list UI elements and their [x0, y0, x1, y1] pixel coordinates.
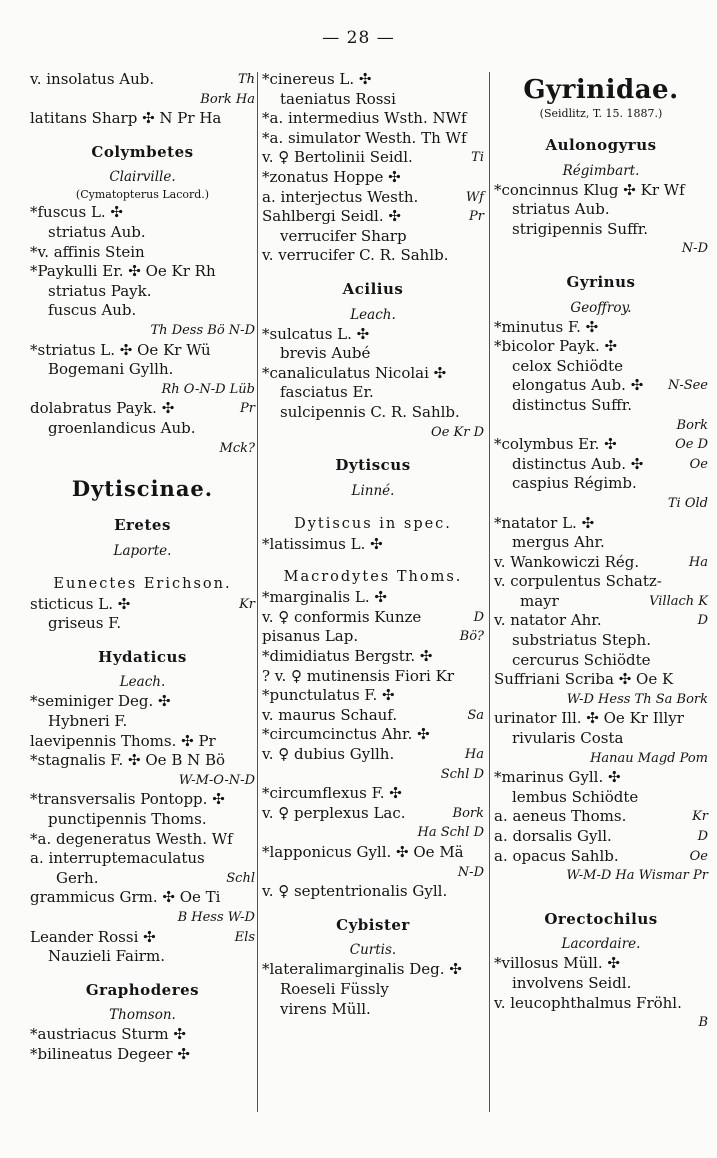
column-right	[494, 70, 708, 1033]
column-rule-right	[489, 72, 490, 1112]
entry-locality: Ti	[471, 150, 484, 166]
entry-locality: Oe	[689, 848, 708, 864]
entry-line	[30, 712, 255, 732]
entry-text: *circumflexus F. ✣	[262, 784, 402, 803]
entry-locality: Ha	[688, 554, 708, 570]
genus-author: Leach.	[119, 674, 166, 691]
entry-text: urinator Ill. ✣ Oe Kr Illyr	[494, 709, 684, 728]
entry-text: Sahlbergi Seidl. ✣	[262, 207, 401, 226]
entry-text: *colymbus Er. ✣	[494, 435, 617, 454]
entry-line	[30, 595, 255, 615]
entry-line	[494, 318, 708, 338]
entry-line	[262, 686, 484, 706]
entry-line	[30, 928, 255, 948]
entry-line	[30, 203, 255, 223]
entry-line	[494, 200, 708, 220]
genus-author: Leach.	[350, 306, 396, 323]
entry-text: *sulcatus L. ✣	[262, 324, 370, 343]
entry-text: *circumcinctus Ahr. ✣	[262, 725, 430, 744]
entry-line	[262, 90, 484, 110]
entry-line	[262, 207, 484, 227]
entry-locality: Th Dess Bö N-D	[150, 322, 255, 338]
entry-line	[494, 651, 708, 671]
entry-text: involvens Seidl.	[512, 973, 632, 992]
entry-locality: Pr	[240, 401, 255, 417]
entry-text: striatus Aub.	[512, 200, 610, 219]
entry-text: *fuscus L. ✣	[30, 203, 124, 222]
entry-text: *a. simulator Westh. Th Wf	[262, 128, 467, 147]
entry-locality: Oe Kr D	[431, 424, 484, 440]
entry-text: *minutus F. ✣	[494, 317, 599, 336]
entry-text: sticticus L. ✣	[30, 594, 131, 613]
entry-locality: Mck?	[219, 440, 255, 456]
entry-line	[262, 882, 484, 902]
entry-line	[30, 1025, 255, 1045]
entry-line	[262, 784, 484, 804]
entry-line	[494, 827, 708, 847]
entry-line	[30, 908, 255, 928]
entry-text: distinctus Suffr.	[512, 395, 633, 414]
genus-heading: Colymbetes	[91, 142, 194, 161]
entry-text: v. ♀ conformis Kunze	[262, 607, 422, 626]
entry-text: *canaliculatus Nicolai ✣	[262, 363, 447, 382]
entry-line	[494, 416, 708, 436]
entry-locality: N-See	[667, 378, 708, 394]
entry-line	[262, 863, 484, 883]
entry-text: v. ♀ Bertolinii Seidl.	[262, 148, 413, 167]
entry-line	[494, 729, 708, 749]
entry-line	[494, 807, 708, 827]
entry-text: *seminiger Deg. ✣	[30, 692, 171, 711]
entry-text: v. Wankowiczi Rég.	[494, 552, 640, 571]
entry-text: v. natator Ahr.	[494, 611, 602, 630]
entry-line	[262, 960, 484, 980]
entry-line	[30, 771, 255, 791]
entry-locality: B Hess W-D	[177, 910, 255, 925]
entry-line	[494, 1013, 708, 1033]
entry-line	[262, 667, 484, 687]
entry-text: ? v. ♀ mutinensis Fiori Kr	[262, 666, 454, 685]
entry-line	[30, 360, 255, 380]
entry-text: v. corpulentus Schatz-	[494, 572, 662, 591]
entry-line	[30, 869, 255, 889]
entry-line	[262, 403, 484, 423]
entry-locality: Rh O-N-D Lüb	[161, 381, 255, 397]
column-middle	[262, 70, 484, 1019]
entry-text: Leander Rossi ✣	[30, 927, 156, 946]
entry-text: grammicus Grm. ✣ Oe Ti	[30, 888, 221, 907]
entry-line	[494, 337, 708, 357]
entry-line	[494, 788, 708, 808]
entry-line	[30, 830, 255, 850]
entry-text: *a. degeneratus Westh. Wf	[30, 829, 233, 848]
entry-line	[494, 474, 708, 494]
entry-line	[30, 223, 255, 243]
entry-line	[262, 70, 484, 90]
entry-text: fasciatus Er.	[280, 383, 374, 402]
entry-line	[494, 631, 708, 651]
entry-text: a. opacus Sahlb.	[494, 846, 619, 865]
entry-locality: W-M-D Ha Wismar Pr	[566, 868, 708, 884]
entry-line	[30, 614, 255, 634]
entry-text: brevis Aubé	[280, 344, 371, 363]
entry-line	[262, 1000, 484, 1020]
entry-line	[30, 380, 255, 400]
entry-locality: Bork	[676, 417, 708, 433]
entry-line	[30, 1045, 255, 1065]
entry-line	[494, 866, 708, 886]
entry-text: a. dorsalis Gyll.	[494, 827, 612, 845]
entry-line	[30, 732, 255, 752]
entry-line	[30, 888, 255, 908]
entry-line	[494, 455, 708, 475]
entry-line	[494, 572, 708, 592]
entry-text: *a. intermedius Wsth. NWf	[262, 109, 467, 128]
entry-locality: Villach K	[649, 593, 708, 609]
entry-text: v. ♀ septentrionalis Gyll.	[262, 882, 448, 901]
entry-text: *bilineatus Degeer ✣	[30, 1044, 190, 1063]
entry-line	[262, 344, 484, 364]
entry-text: cercurus Schiödte	[512, 650, 651, 669]
entry-text: Gerh.	[56, 868, 99, 887]
entry-line	[30, 243, 255, 263]
entry-line	[30, 70, 255, 90]
entry-text: verrucifer Sharp	[280, 226, 407, 245]
entry-text: laevipennis Thoms. ✣ Pr	[30, 731, 216, 750]
entry-line	[494, 220, 708, 240]
entry-text: elongatus Aub. ✣	[512, 376, 644, 395]
entry-line	[494, 611, 708, 631]
entry-locality: Wf	[465, 189, 484, 205]
entry-line	[494, 553, 708, 573]
entry-text: *marinus Gyll. ✣	[494, 768, 621, 787]
entry-line	[30, 790, 255, 810]
entry-line	[494, 592, 708, 612]
entry-text: *lateralimarginalis Deg. ✣	[262, 960, 462, 979]
entry-text: Hybneri F.	[48, 712, 128, 731]
entry-line	[30, 849, 255, 869]
entry-line	[262, 148, 484, 168]
entry-text: v. ♀ perplexus Lac.	[262, 803, 406, 822]
entry-text: striatus Payk.	[48, 281, 152, 300]
entry-line	[30, 109, 255, 129]
entry-text: a. interjectus Westh.	[262, 187, 419, 206]
entry-line	[262, 364, 484, 384]
entry-locality: Ha	[464, 747, 484, 763]
entry-text: *dimidiatus Bergstr. ✣	[262, 647, 433, 666]
entry-line	[262, 725, 484, 745]
entry-line	[262, 843, 484, 863]
entry-line	[494, 974, 708, 994]
entry-locality: N-D	[457, 864, 484, 880]
subgenus-heading: Macrodytes Thoms.	[283, 569, 463, 586]
entry-line	[30, 399, 255, 419]
entry-line	[494, 533, 708, 553]
reference-note: (Cymatopterus Lacord.)	[75, 188, 210, 202]
entry-text: *natator L. ✣	[494, 513, 595, 532]
entry-text: *villosus Müll. ✣	[494, 954, 620, 973]
entry-locality: Kr	[239, 596, 255, 612]
entry-line	[262, 627, 484, 647]
entry-locality: Ti Old	[667, 495, 708, 511]
genus-author: Régimbart.	[562, 162, 640, 179]
entry-text: punctipennis Thoms.	[48, 810, 207, 829]
entry-line	[262, 325, 484, 345]
genus-heading: Orectochilus	[544, 909, 658, 928]
entry-text: mergus Ahr.	[512, 533, 605, 552]
entry-locality: D	[473, 609, 484, 625]
entry-text: Roeseli Füssly	[280, 979, 389, 998]
genus-heading: Aulonogyrus	[545, 136, 657, 154]
entry-text: *bicolor Payk. ✣	[494, 337, 618, 356]
entry-text: *v. affinis Stein	[30, 242, 145, 261]
entry-line	[494, 514, 708, 534]
entry-line	[30, 947, 255, 967]
entry-text: *marginalis L. ✣	[262, 588, 387, 607]
genus-heading: Cybister	[336, 915, 410, 934]
entry-line	[262, 706, 484, 726]
entry-locality: D	[697, 613, 708, 629]
entry-line	[30, 419, 255, 439]
entry-line	[494, 768, 708, 788]
entry-text: a. interruptemaculatus	[30, 849, 205, 868]
entry-line	[494, 181, 708, 201]
entry-line	[262, 823, 484, 843]
entry-text: v. insolatus Aub.	[30, 70, 155, 88]
entry-text: Nauzieli Fairm.	[48, 947, 165, 966]
entry-locality: Ha Schl D	[417, 825, 484, 841]
entry-line	[262, 647, 484, 667]
entry-locality: Schl D	[440, 766, 484, 782]
entry-text: *cinereus L. ✣	[262, 70, 372, 88]
entry-text: *Paykulli Er. ✣ Oe Kr Rh	[30, 262, 216, 281]
entry-line	[262, 383, 484, 403]
entry-line	[262, 168, 484, 188]
entry-line	[30, 341, 255, 361]
genus-author: Curtis.	[349, 942, 397, 959]
entry-text: Suffriani Scriba ✣ Oe K	[494, 670, 674, 689]
entry-text: *zonatus Hoppe ✣	[262, 167, 401, 186]
entry-line	[262, 588, 484, 608]
entry-line	[494, 749, 708, 769]
entry-line	[30, 282, 255, 302]
entry-locality: Th	[237, 72, 255, 87]
entry-line	[30, 751, 255, 771]
page-number: — 28 —	[322, 28, 395, 48]
entry-line	[494, 690, 708, 710]
entry-locality: Bork	[452, 805, 484, 821]
entry-line	[494, 847, 708, 867]
subgenus-heading: Dytiscus in spec.	[294, 515, 452, 532]
entry-text: celox Schiödte	[512, 356, 624, 375]
entry-line	[262, 804, 484, 824]
genus-author: Lacordaire.	[561, 936, 641, 953]
entry-text: latitans Sharp ✣ N Pr Ha	[30, 109, 222, 128]
entry-text: substriatus Steph.	[512, 631, 651, 650]
entry-text: mayr	[520, 591, 559, 610]
entry-line	[262, 745, 484, 765]
genus-heading: Hydaticus	[98, 647, 187, 666]
entry-locality: B	[698, 1015, 708, 1031]
entry-text: *punctulatus F. ✣	[262, 686, 395, 705]
entry-text: *lapponicus Gyll. ✣ Oe Mä	[262, 843, 464, 861]
entry-text: griseus F.	[48, 614, 122, 633]
entry-line	[30, 262, 255, 282]
entry-text: dolabratus Payk. ✣	[30, 399, 175, 418]
genus-author: Geoffroy.	[570, 299, 632, 316]
entry-text: Bogemani Gyllh.	[48, 360, 174, 379]
entry-text: groenlandicus Aub.	[48, 418, 196, 437]
entry-line	[30, 321, 255, 341]
entry-line	[30, 810, 255, 830]
entry-line	[262, 608, 484, 628]
entry-line	[30, 301, 255, 321]
entry-line	[262, 535, 484, 555]
entry-text: rivularis Costa	[512, 729, 624, 748]
entry-text: *striatus L. ✣ Oe Kr Wü	[30, 340, 211, 359]
entry-text: v. ♀ dubius Gyllh.	[262, 745, 395, 764]
entry-text: *austriacus Sturm ✣	[30, 1025, 186, 1044]
column-rule-left	[257, 72, 258, 1112]
entry-line	[494, 357, 708, 377]
entry-locality: Bork Ha	[200, 91, 255, 107]
entry-locality: Oe	[689, 456, 708, 472]
entry-line	[494, 709, 708, 729]
genus-heading: Eretes	[114, 516, 171, 535]
entry-line	[30, 692, 255, 712]
entry-line	[262, 765, 484, 785]
entry-text: fuscus Aub.	[48, 301, 137, 320]
genus-author: Linné.	[351, 482, 395, 499]
entry-line	[262, 188, 484, 208]
family-heading: Gyrinidae.	[523, 75, 679, 105]
entry-text: v. verrucifer C. R. Sahlb.	[262, 246, 449, 265]
reference-note: (Seidlitz, T. 15. 1887.)	[539, 107, 663, 120]
entry-text: strigipennis Suffr.	[512, 219, 649, 238]
entry-locality: Els	[234, 929, 255, 945]
entry-line	[262, 129, 484, 149]
entry-text: *concinnus Klug ✣ Kr Wf	[494, 180, 685, 199]
entry-text: pisanus Lap.	[262, 627, 359, 646]
entry-locality: Bö?	[459, 629, 484, 645]
entry-line	[494, 994, 708, 1014]
entry-line	[262, 423, 484, 443]
entry-line	[494, 376, 708, 396]
entry-text: v. maurus Schauf.	[262, 705, 398, 724]
entry-line	[262, 109, 484, 129]
entry-text: sulcipennis C. R. Sahlb.	[280, 402, 460, 421]
entry-locality: Pr	[469, 209, 484, 225]
genus-author: Thomson.	[109, 1007, 176, 1024]
genus-heading: Gyrinus	[566, 272, 636, 291]
genus-heading: Acilius	[342, 279, 404, 298]
entry-locality: W-M-O-N-D	[178, 772, 255, 788]
entry-locality: Hanau Magd Pom	[590, 750, 708, 766]
entry-line	[494, 396, 708, 416]
spacer	[494, 886, 708, 896]
entry-text: *latissimus L. ✣	[262, 534, 383, 553]
entry-line	[494, 494, 708, 514]
entry-line	[262, 227, 484, 247]
entry-line	[494, 239, 708, 259]
entry-line	[30, 90, 255, 110]
genus-heading: Graphoderes	[85, 980, 200, 999]
entry-line	[494, 670, 708, 690]
entry-text: distinctus Aub. ✣	[512, 454, 644, 473]
entry-line	[262, 980, 484, 1000]
entry-text: taeniatus Rossi	[280, 89, 396, 108]
subfamily-heading: Dytiscinae.	[71, 476, 214, 502]
column-left	[30, 70, 255, 1065]
subgenus-heading: Eunectes Erichson.	[53, 575, 232, 592]
entry-text: *stagnalis F. ✣ Oe B N Bö	[30, 751, 226, 770]
entry-line	[262, 246, 484, 266]
genus-author: Clairville.	[109, 169, 176, 186]
entry-locality: N-D	[681, 241, 708, 257]
entry-text: caspius Régimb.	[512, 474, 637, 493]
entry-text: virens Müll.	[280, 999, 371, 1018]
entry-line	[494, 435, 708, 455]
entry-text: a. aeneus Thoms.	[494, 807, 627, 826]
entry-text: *transversalis Pontopp. ✣	[30, 790, 225, 809]
entry-locality: Schl	[226, 870, 255, 886]
genus-author: Laporte.	[113, 542, 172, 559]
genus-heading: Dytiscus	[335, 456, 411, 475]
entry-line	[494, 954, 708, 974]
entry-text: v. leucophthalmus Fröhl.	[494, 993, 682, 1012]
entry-locality: D	[697, 829, 708, 844]
entry-text: striatus Aub.	[48, 222, 146, 241]
entry-text: lembus Schiödte	[512, 787, 639, 806]
entry-line	[30, 439, 255, 459]
entry-locality: W-D Hess Th Sa Bork	[566, 691, 708, 707]
entry-locality: Oe D	[675, 437, 708, 453]
entry-locality: Sa	[467, 707, 484, 723]
entry-locality: Kr	[692, 809, 708, 825]
